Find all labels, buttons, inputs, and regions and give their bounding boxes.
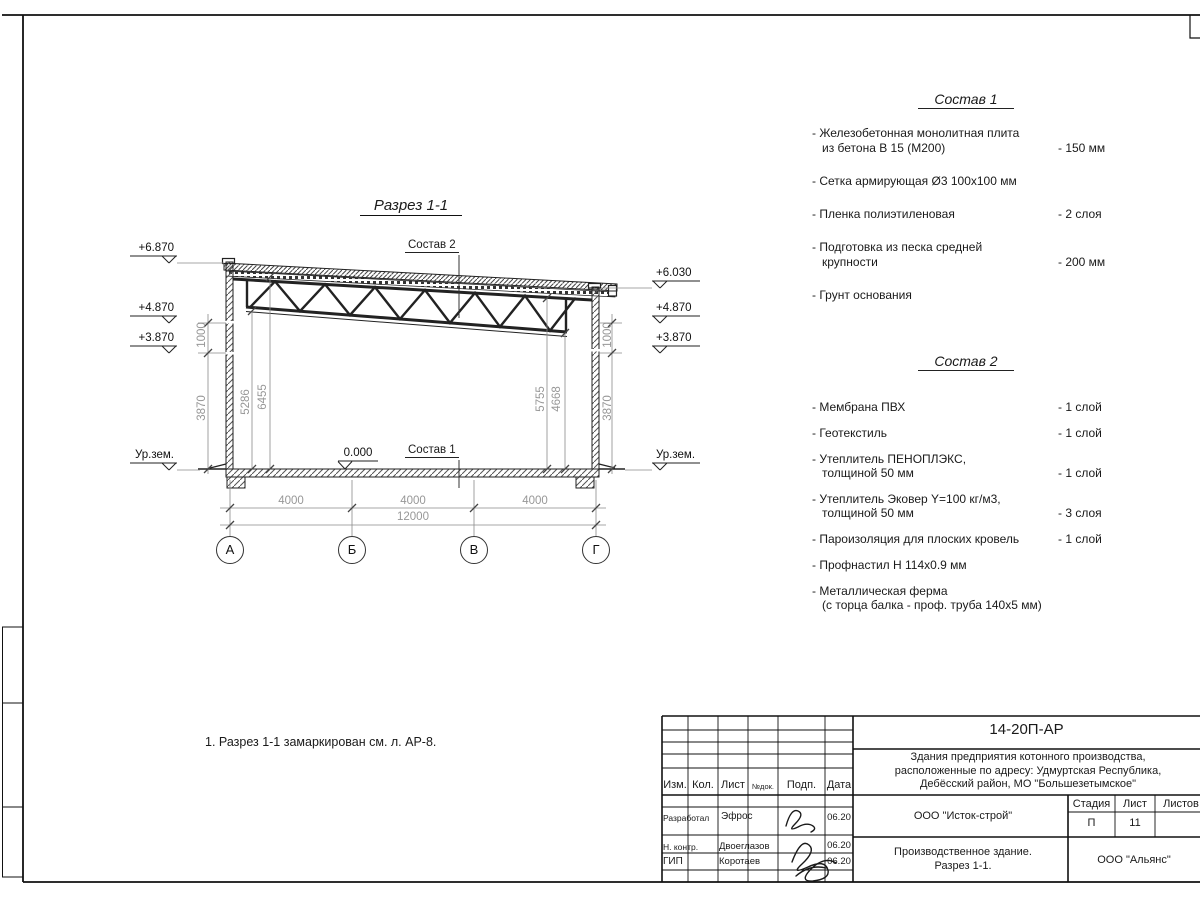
row-role-nkontr: Н. контр. — [663, 842, 699, 852]
dim-interior-4668: 4668 — [551, 386, 563, 412]
dim-interior-5755: 5755 — [535, 386, 547, 412]
sheet-value: 11 — [1129, 817, 1141, 829]
elevation-right-4870: +4.870 — [656, 302, 692, 314]
list-item: - Подготовка из песка средней крупности - 200 мм — [812, 240, 1106, 269]
drawing-note: 1. Разрез 1-1 замаркирован см. л. АР-8. — [205, 735, 437, 749]
col-ndok: №док. — [752, 782, 774, 791]
object-name: Производственное здание. Разрез 1-1. — [894, 846, 1032, 872]
section-title: Разрез 1-1 — [360, 197, 462, 216]
sostav1-list — [812, 126, 1122, 321]
dim-right-3870: 3870 — [602, 395, 614, 421]
axis-bubbles — [217, 537, 610, 564]
elevation-left-4870: +4.870 — [138, 302, 174, 314]
list-item: - Пароизоляция для плоских кровель - 1 слой — [812, 532, 1102, 546]
zero-level-label: 0.000 — [343, 447, 373, 459]
elevation-right-6030: +6.030 — [656, 267, 692, 279]
sostav2-list — [812, 400, 1122, 624]
elevation-left-6870: +6.870 — [138, 242, 174, 254]
sostav2-heading: Состав 2 — [918, 353, 1014, 371]
sostav2-ref-label: Состав 2 — [405, 239, 459, 253]
list-item: - Геотекстиль - 1 слой — [812, 426, 1102, 440]
stage-value: П — [1087, 817, 1096, 829]
dim-interior-5286: 5286 — [240, 389, 252, 415]
row-name-korotaev: Коротаев — [719, 856, 761, 867]
sostav1-heading: Состав 1 — [918, 91, 1014, 109]
row-name-dvoeglazov: Двоеглазов — [719, 841, 770, 852]
dim-4000-1: 4000 — [278, 495, 304, 507]
elevation-right-3870: +3.870 — [656, 332, 692, 344]
contractor-name: ООО "Альянс" — [1097, 854, 1171, 866]
list-item: - Утеплитель ПЕНОПЛЭКС, толщиной 50 мм - 1 слой — [812, 452, 1102, 480]
sheet-label: Лист — [1123, 798, 1147, 810]
axis-label-v: В — [469, 542, 479, 557]
dim-left-3870: 3870 — [196, 395, 208, 421]
list-item: - Железобетонная монолитная плита из бетона В 15 (М200) - 150 мм — [812, 126, 1106, 155]
dim-interior-6455: 6455 — [257, 384, 269, 410]
col-data: Дата — [826, 779, 852, 791]
dim-4000-3: 4000 — [522, 495, 548, 507]
list-item: - Профнастил Н 114х0.9 мм — [812, 558, 967, 572]
row-date-1: 06.20 — [827, 812, 851, 823]
col-list: Лист — [721, 779, 745, 791]
stage-label: Стадия — [1072, 798, 1111, 810]
list-item: - Сетка армирующая Ø3 100х100 мм — [812, 174, 1017, 188]
project-description: Здания предприятия котонного производства, расположенные по адресу: Удмуртская Республика, Дебёсский район, МО "Большезетымское" — [894, 751, 1162, 790]
list-item: - Металлическая ферма (с торца балка - проф. труба 140х5 мм) — [812, 584, 1042, 612]
sostav1-ref-label: Состав 1 — [405, 444, 459, 458]
list-item: - Утеплитель Эковер Y=100 кг/м3, толщиной 50 мм - 3 слоя — [812, 492, 1102, 520]
list-item: - Пленка полиэтиленовая - 2 слоя — [812, 207, 1102, 221]
organization-name: ООО "Исток-строй" — [913, 810, 1013, 822]
axis-label-b: Б — [347, 542, 357, 557]
dim-right-1000: 1000 — [602, 322, 614, 348]
axis-label-a: А — [225, 542, 235, 557]
ground-level-left: Ур.зем. — [134, 449, 174, 461]
doc-number: 14-20П-АР — [989, 721, 1064, 738]
list-item: - Мембрана ПВХ - 1 слой — [812, 400, 1102, 414]
col-kol: Кол. — [692, 779, 714, 791]
elevation-left-3870: +3.870 — [138, 332, 174, 344]
col-izm: Изм. — [663, 779, 687, 791]
dim-left-1000: 1000 — [196, 322, 208, 348]
list-item: - Грунт основания — [812, 288, 912, 302]
row-date-2: 06.20 — [827, 840, 851, 851]
sheets-label: Листов — [1163, 798, 1199, 810]
row-role-razrabotal: Разработал — [663, 813, 710, 823]
row-name-efros: Эфрос — [721, 811, 753, 822]
ground-level-right: Ур.зем. — [656, 449, 696, 461]
dim-12000: 12000 — [397, 511, 429, 523]
dim-4000-2: 4000 — [400, 495, 426, 507]
axis-label-g: Г — [592, 542, 600, 557]
row-date-3: 06.20 — [827, 856, 851, 867]
row-role-gip: ГИП — [663, 856, 683, 867]
col-podp: Подп. — [786, 779, 817, 791]
